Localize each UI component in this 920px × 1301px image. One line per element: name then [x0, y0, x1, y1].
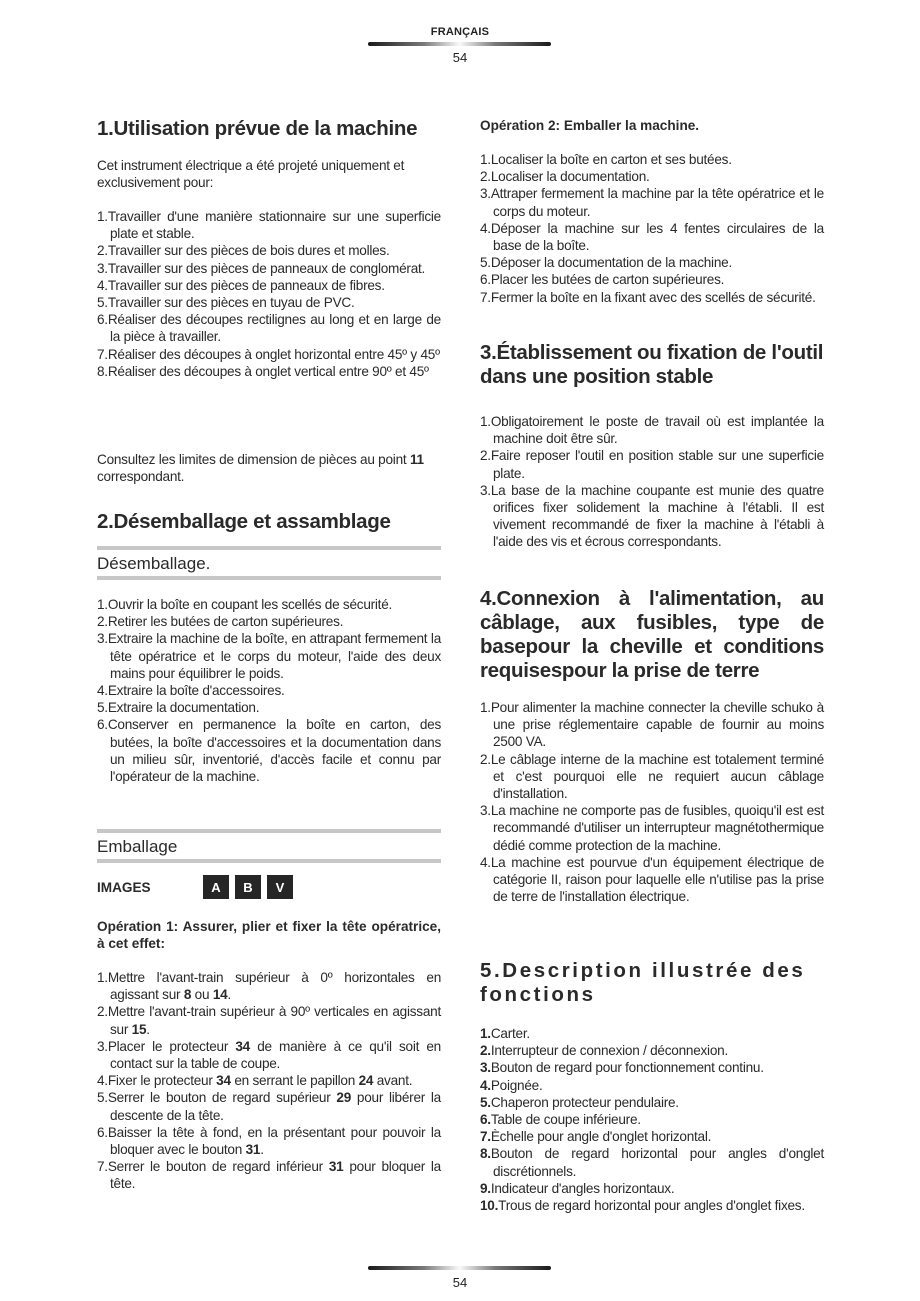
item-text: Carter. [490, 1026, 530, 1041]
section-1-list [97, 208, 441, 380]
item-number: 2. [97, 243, 108, 259]
item-number: 1. [97, 970, 108, 985]
section-3-list-block [480, 413, 824, 551]
list-item [480, 289, 824, 306]
usage-list [97, 208, 441, 380]
item-text: Ouvrir la boîte en coupant les scellés de sécurité. [107, 597, 393, 612]
list-item [480, 447, 824, 481]
item-text: Poignée. [490, 1077, 543, 1093]
list-item: 6.Baisser la tête à fond, en la présentant pour pouvoir la bloquer avec le bouton 31. [97, 1124, 441, 1158]
list-item [97, 311, 441, 345]
item-number: 5. [97, 295, 108, 311]
list-item: 4.Fixer le protecteur 34 en serrant le papillon 24 avant. [97, 1073, 413, 1089]
item-text: Réaliser des découpes à onglet horizontal entre 45º y 45º [107, 346, 440, 362]
pack-subheader: Emballage [97, 829, 441, 863]
list-item [97, 260, 441, 277]
item-number: 2. [480, 751, 491, 767]
item-number: 4. [97, 1073, 108, 1089]
list-item [480, 151, 824, 168]
item-number: 6. [480, 1112, 491, 1128]
item-number: 6. [97, 717, 108, 733]
list-item [97, 596, 441, 613]
list-item [480, 854, 824, 906]
operation-1-title: Opération 1: Assurer, plier et fixer la tête opératrice, à cet effet: [97, 919, 441, 952]
item-text: Travailler sur des pièces en tuyau de PVC. [107, 295, 355, 311]
section-title: 1.Utilisation prévue de la machine [97, 117, 418, 140]
item-number: 5. [480, 255, 491, 271]
item-text: Travailler sur des pièces de panneaux de conglomérat. [107, 260, 426, 276]
item-number: 2. [480, 448, 491, 464]
item-number: 3. [480, 803, 491, 819]
item-number: 1. [480, 700, 491, 715]
operation-1-list [97, 969, 441, 1193]
item-text: Table de coupe inférieure. [490, 1112, 641, 1128]
op1-title-block [97, 918, 441, 952]
item-number: 4. [480, 1077, 491, 1093]
list-item [480, 1145, 824, 1179]
item-text: Travailler sur des pièces de panneaux de fibres. [107, 277, 385, 293]
unpack-subheader: Désemballage. [97, 546, 441, 580]
item-text: Localiser la documentation. [490, 169, 650, 185]
list-item: 3.Placer le protecteur 34 de manière à ce qu'il soit en contact sur la table de coupe. [97, 1038, 441, 1072]
list-item [480, 1111, 824, 1128]
list-item [97, 242, 441, 259]
section-title: 2.Désemballage et assamblage [97, 510, 391, 533]
section-1-note [97, 451, 441, 485]
item-text: Pour alimenter la machine connecter la cheville schuko à une prise réglementaire capable de fournir au moins 2500 VA. [490, 700, 824, 750]
list-item [97, 682, 441, 699]
list-item [480, 1197, 824, 1214]
list-item [480, 699, 824, 751]
item-text: Bouton de regard pour fonctionnement continu. [490, 1060, 764, 1076]
dimension-note: Consultez les limites de dimension de pièces au point 11 correspondant. [97, 452, 424, 485]
section-3-list [480, 413, 824, 551]
item-text: Placer les butées de carton supérieures. [490, 272, 725, 288]
intro-text: Cet instrument électrique a été projeté uniquement et exclusivement pour: [97, 158, 405, 191]
item-number: 1. [480, 414, 491, 429]
item-text: Réaliser des découpes rectilignes au long et en large de la pièce à travailler. [107, 312, 441, 345]
list-item [97, 630, 441, 682]
unpack-header-block [97, 546, 441, 580]
item-number: 3. [480, 482, 491, 498]
list-item [480, 1128, 824, 1145]
item-number: 4. [480, 220, 491, 236]
section-5-list-block [480, 1025, 824, 1214]
images-row-block [97, 875, 441, 899]
unpack-list-block [97, 596, 441, 785]
images-label: IMAGES [97, 879, 151, 895]
item-number: 3. [97, 631, 108, 647]
item-text: Attraper fermement la machine par la tête opératrice et le corps du moteur. [490, 186, 824, 219]
item-text: Localiser la boîte en carton et ses butées. [490, 152, 732, 167]
item-text: Extraire la boîte d'accessoires. [107, 683, 285, 699]
item-text: Chaperon protecteur pendulaire. [490, 1094, 679, 1110]
item-number: 7. [480, 289, 491, 305]
item-text: Bouton de regard horizontal pour angles d'onglet discrétionnels. [490, 1146, 824, 1179]
item-number: 3. [97, 1038, 108, 1054]
item-text: Retirer les butées de carton supérieures. [107, 614, 344, 630]
item-text: Interrupteur de connexion / déconnexion. [490, 1043, 728, 1059]
list-item [97, 716, 441, 785]
item-number: 7. [480, 1129, 491, 1145]
list-item [480, 1077, 824, 1094]
item-number: 1. [97, 209, 108, 224]
list-item [480, 1025, 824, 1042]
item-text: Obligatoirement le poste de travail où est implantée la machine doit être sûr. [490, 414, 824, 447]
operation-2-title: Opération 2: Emballer la machine. [480, 118, 700, 133]
item-text: Extraire la documentation. [107, 700, 260, 716]
list-item: 1.Mettre l'avant-train supérieur à 0º horizontales en agissant sur 8 ou 14. [97, 970, 441, 1003]
item-number: 6. [97, 1124, 108, 1140]
list-item [480, 413, 824, 447]
item-text: Travailler d'une manière stationnaire sur une superficie plate et stable. [107, 209, 441, 242]
section-5 [480, 959, 824, 1007]
item-number: 8. [97, 363, 108, 379]
section-title: 5.Description illustrée des fonctions [480, 959, 806, 1006]
section-4-list-block [480, 699, 824, 905]
item-text: Travailler sur des pièces de bois dures et molles. [107, 243, 390, 259]
list-item [480, 802, 824, 854]
item-number: 6. [97, 312, 108, 328]
item-number: 9. [480, 1180, 491, 1196]
item-text: La machine est pourvue d'un équipement électrique de catégorie II, raison pour laquelle elle n'utilise pas la prise de terre de l'installation électrique. [490, 854, 824, 905]
section-title: 3.Établissement ou fixation de l'outil dans une position stable [480, 341, 824, 388]
item-number: 8. [480, 1146, 491, 1162]
header-language: FRANÇAIS [430, 26, 490, 38]
op2-title-block [480, 117, 824, 134]
list-item [480, 482, 824, 551]
list-item [97, 277, 441, 294]
list-item [97, 363, 441, 380]
item-text: La base de la machine coupante est munie des quatre orifices fixer solidement la machine à l'établi. Il est vivement recommandé de fixer la machine à l'établi à l'aide des vis et écrous correspondants. [490, 482, 824, 550]
item-number: 5. [97, 1090, 108, 1106]
unpack-list [97, 596, 441, 785]
item-text: Faire reposer l'outil en position stable sur une superficie plate. [490, 448, 824, 481]
item-text: Réaliser des découpes à onglet vertical entre 90º et 45º [107, 363, 429, 379]
item-number: 2. [480, 169, 491, 185]
item-number: 3. [480, 1060, 491, 1076]
op1-list-block [97, 969, 441, 1193]
item-number: 4. [97, 277, 108, 293]
item-number: 5. [480, 1094, 491, 1110]
footer-page-number: 54 [452, 1275, 468, 1290]
list-item [480, 1042, 824, 1059]
list-item [480, 254, 824, 271]
item-text: Fermer la boîte en la fixant avec des scellés de sécurité. [490, 289, 816, 305]
item-number: 5. [97, 700, 108, 716]
list-item [97, 294, 441, 311]
list-item: 7.Serrer le bouton de regard inférieur 31 pour bloquer la tête. [97, 1159, 441, 1192]
list-item [480, 1059, 824, 1076]
list-item [480, 751, 824, 803]
section-2 [97, 510, 441, 534]
item-number: 7. [97, 1159, 108, 1175]
section-4 [480, 587, 824, 683]
section-4-list [480, 699, 824, 905]
item-number: 7. [97, 346, 108, 362]
image-ref-a[interactable]: A [203, 875, 229, 899]
item-text: Èchelle pour angle d'onglet horizontal. [490, 1129, 712, 1145]
item-text: Déposer la machine sur les 4 fentes circulaires de la base de la boîte. [490, 220, 824, 254]
header-page-number: 54 [452, 50, 468, 65]
list-item [97, 208, 441, 242]
footer-divider [368, 1266, 551, 1270]
operation-2-list [480, 151, 824, 306]
item-number: 3. [97, 260, 108, 276]
list-item [480, 271, 824, 288]
item-number: 10. [480, 1198, 499, 1214]
list-item [480, 220, 824, 254]
image-ref-b[interactable]: B [235, 875, 261, 899]
item-text: Extraire la machine de la boîte, en attrapant fermement la tête opératrice et le corps du moteur, l'aide des deux mains pour équilibrer le poids. [107, 631, 441, 681]
pack-header-block [97, 829, 441, 863]
item-text: Le câblage interne de la machine est totalement terminé et c'est pourquoi elle ne requiert aucun câblage d'installation. [490, 751, 824, 802]
section-3 [480, 341, 824, 389]
list-item [480, 168, 824, 185]
list-item [480, 1094, 824, 1111]
item-text: Indicateur d'angles horizontaux. [490, 1180, 675, 1196]
image-ref-v[interactable]: V [267, 875, 293, 899]
item-number: 2. [97, 1004, 108, 1020]
item-text: Déposer la documentation de la machine. [490, 255, 732, 271]
images-row [97, 875, 441, 899]
section-title: 4.Connexion à l'alimentation, au câblage, aux fusibles, type de basepour la cheville et conditions requisespour la prise de terre [480, 587, 824, 682]
item-number: 6. [480, 272, 491, 288]
item-number: 4. [480, 854, 491, 870]
header-divider [368, 42, 551, 46]
item-text: La machine ne comporte pas de fusibles, quoiqu'il est est recommandé d'utiliser un interrupteur magnétothermique dédié comme protection de la machine. [490, 803, 824, 853]
list-item [97, 699, 441, 716]
item-number: 1. [480, 1026, 491, 1041]
section-1-intro [97, 157, 441, 191]
list-item [97, 613, 441, 630]
list-item: 2.Mettre l'avant-train supérieur à 90º verticales en agissant sur 15. [97, 1004, 441, 1037]
item-number: 3. [480, 186, 491, 202]
list-item [480, 1180, 824, 1197]
list-item [97, 346, 441, 363]
item-number: 4. [97, 683, 108, 699]
item-number: 2. [480, 1043, 491, 1059]
list-item: 5.Serrer le bouton de regard supérieur 29 pour libérer la descente de la tête. [97, 1090, 441, 1123]
item-text: Trous de regard horizontal pour angles d'onglet fixes. [498, 1198, 805, 1214]
item-number: 1. [97, 597, 108, 612]
item-text: Conserver en permanence la boîte en carton, des butées, la boîte d'accessoires et la documentation dans un milieu sûr, inventorié, d'accès facile et connu par l'opérateur de la machine. [107, 717, 441, 785]
op2-list-block [480, 151, 824, 306]
section-5-list [480, 1025, 824, 1214]
item-number: 1. [480, 152, 491, 167]
list-item [480, 185, 824, 219]
item-number: 2. [97, 614, 108, 630]
section-1 [97, 117, 441, 141]
